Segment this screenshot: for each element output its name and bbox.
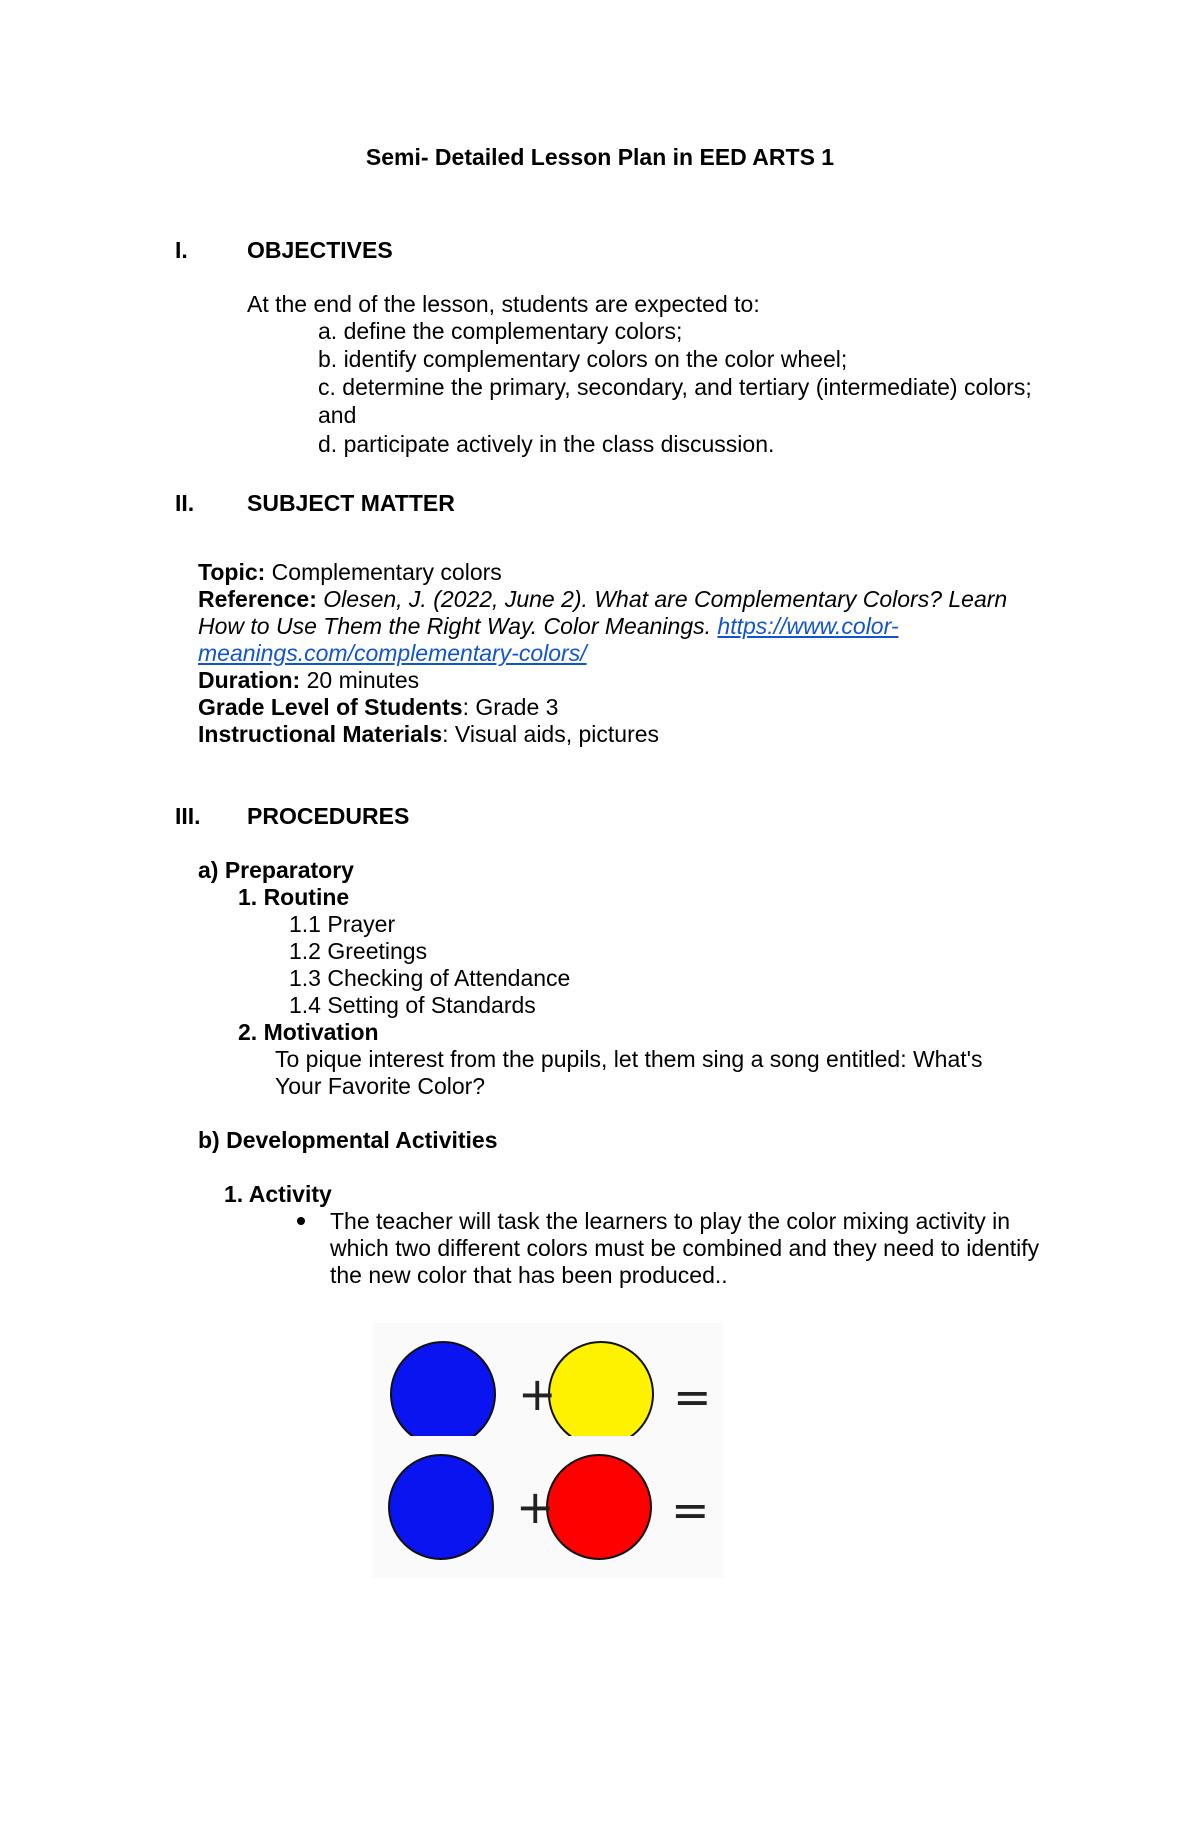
- materials-value: : Visual aids, pictures: [442, 721, 660, 747]
- color-circle-blue: [391, 1342, 495, 1446]
- objective-item-continuation: and: [318, 402, 357, 428]
- page-title: Semi- Detailed Lesson Plan in EED ARTS 1: [365, 144, 835, 170]
- procedures-numeral: III.: [175, 803, 201, 829]
- motivation-text: Your Favorite Color?: [275, 1073, 486, 1099]
- materials-label: Instructional Materials: [198, 721, 443, 747]
- developmental-heading: b) Developmental Activities: [198, 1127, 498, 1153]
- objective-item: c. determine the primary, secondary, and tertiary (intermediate) colors;: [318, 374, 1032, 400]
- grade-label: Grade Level of Students: [198, 694, 463, 720]
- routine-item: 1.3 Checking of Attendance: [289, 965, 571, 991]
- color-circle-red: [547, 1455, 651, 1559]
- reference-link[interactable]: meanings.com/complementary-colors/: [198, 640, 587, 666]
- bullet-icon: [297, 1217, 305, 1225]
- subject-matter-heading: SUBJECT MATTER: [247, 490, 455, 516]
- plus-sign: +: [518, 1367, 557, 1421]
- equals-sign: =: [671, 1483, 710, 1537]
- activity-text: which two different colors must be combined and they need to identify: [330, 1235, 1040, 1261]
- duration-value: 20 minutes: [300, 667, 420, 693]
- reference-line: [198, 613, 899, 640]
- objective-item: b. identify complementary colors on the color wheel;: [318, 346, 848, 372]
- topic-label: Topic:: [198, 559, 266, 585]
- grade-value: : Grade 3: [462, 694, 559, 720]
- reference-line: [198, 640, 587, 667]
- reference-line: [198, 586, 1007, 613]
- objectives-numeral: I.: [175, 237, 188, 263]
- topic-line: [198, 559, 502, 586]
- reference-link[interactable]: https://www.color-: [717, 613, 899, 639]
- color-mixing-image: [373, 1323, 723, 1578]
- routine-item: 1.1 Prayer: [289, 911, 396, 937]
- motivation-heading: 2. Motivation: [238, 1019, 379, 1045]
- objective-item: d. participate actively in the class discussion.: [318, 431, 775, 457]
- routine-item: 1.4 Setting of Standards: [289, 992, 536, 1018]
- color-circle-blue: [389, 1455, 493, 1559]
- activity-text: the new color that has been produced..: [330, 1262, 728, 1288]
- motivation-text: To pique interest from the pupils, let them sing a song entitled: What's: [275, 1046, 983, 1072]
- routine-heading: 1. Routine: [238, 884, 350, 910]
- color-mixing-figure: [373, 1323, 723, 1584]
- procedures-heading: PROCEDURES: [247, 803, 410, 829]
- topic-value: Complementary colors: [265, 559, 502, 585]
- duration-line: [198, 667, 419, 694]
- color-circle-yellow: [549, 1342, 653, 1446]
- reference-label: Reference:: [198, 586, 317, 612]
- reference-text: How to Use Them the Right Way. Color Meanings.: [198, 613, 718, 639]
- objectives-intro: At the end of the lesson, students are expected to:: [247, 291, 760, 317]
- plus-sign: +: [516, 1480, 555, 1534]
- activity-heading: 1. Activity: [224, 1181, 332, 1207]
- grade-line: [198, 694, 558, 721]
- routine-item: 1.2 Greetings: [289, 938, 428, 964]
- preparatory-heading: a) Preparatory: [198, 857, 354, 883]
- equals-sign: =: [673, 1370, 712, 1424]
- subject-matter-numeral: II.: [175, 490, 195, 516]
- objective-item: a. define the complementary colors;: [318, 318, 683, 344]
- reference-text: Olesen, J. (2022, June 2). What are Complementary Colors? Learn: [316, 586, 1008, 612]
- materials-line: [198, 721, 659, 748]
- activity-text: The teacher will task the learners to play the color mixing activity in: [330, 1208, 1011, 1234]
- objectives-heading: OBJECTIVES: [247, 237, 393, 263]
- duration-label: Duration:: [198, 667, 301, 693]
